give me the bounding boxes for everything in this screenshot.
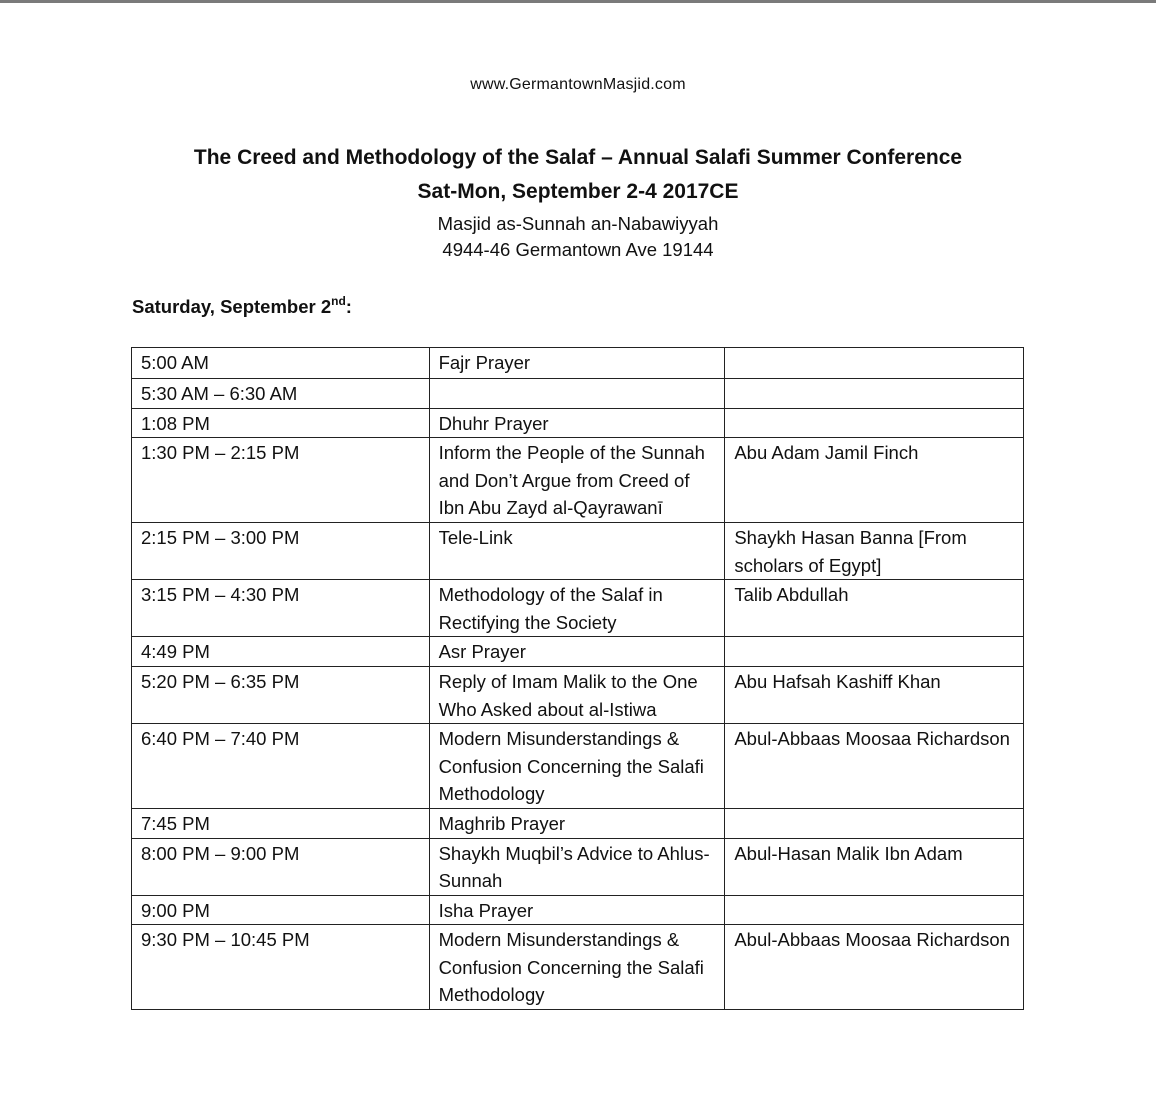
time-cell: 5:00 AM bbox=[132, 348, 430, 379]
speaker-cell: Abul-Abbaas Moosaa Richardson bbox=[725, 925, 1024, 1010]
day-heading bbox=[132, 294, 352, 318]
top-border bbox=[0, 0, 1156, 3]
speaker-cell: Abul-Abbaas Moosaa Richardson bbox=[725, 724, 1024, 809]
schedule-table bbox=[131, 347, 1024, 1010]
time-cell: 5:20 PM – 6:35 PM bbox=[132, 666, 430, 723]
time-cell: 6:40 PM – 7:40 PM bbox=[132, 724, 430, 809]
table-row bbox=[132, 724, 1024, 809]
venue-address: 4944-46 Germantown Ave 19144 bbox=[442, 239, 714, 260]
session-title-cell: Modern Misunderstandings & Confusion Concerning the Salafi Methodology bbox=[429, 724, 725, 809]
table-row bbox=[132, 666, 1024, 723]
time-cell: 9:00 PM bbox=[132, 895, 430, 925]
session-title-cell: Maghrib Prayer bbox=[429, 808, 725, 838]
speaker-cell: Abu Hafsah Kashiff Khan bbox=[725, 666, 1024, 723]
time-cell: 5:30 AM – 6:30 AM bbox=[132, 379, 430, 409]
time-cell: 3:15 PM – 4:30 PM bbox=[132, 580, 430, 637]
session-title-cell bbox=[429, 379, 725, 409]
speaker-cell: Talib Abdullah bbox=[725, 580, 1024, 637]
speaker-cell: Shaykh Hasan Banna [From scholars of Egypt] bbox=[725, 522, 1024, 579]
session-title-cell: Tele-Link bbox=[429, 522, 725, 579]
speaker-cell bbox=[725, 408, 1024, 438]
session-title-cell: Reply of Imam Malik to the One Who Asked about al-Istiwa bbox=[429, 666, 725, 723]
time-cell: 8:00 PM – 9:00 PM bbox=[132, 838, 430, 895]
time-cell: 9:30 PM – 10:45 PM bbox=[132, 925, 430, 1010]
table-row bbox=[132, 348, 1024, 379]
table-row bbox=[132, 522, 1024, 579]
session-title-cell: Modern Misunderstandings & Confusion Concerning the Salafi Methodology bbox=[429, 925, 725, 1010]
day-heading-suffix: nd bbox=[331, 294, 346, 308]
conference-dates: Sat-Mon, September 2-4 2017CE bbox=[417, 180, 739, 203]
session-title-cell: Isha Prayer bbox=[429, 895, 725, 925]
session-title-cell: Methodology of the Salaf in Rectifying the Society bbox=[429, 580, 725, 637]
session-title-cell: Shaykh Muqbil’s Advice to Ahlus-Sunnah bbox=[429, 838, 725, 895]
speaker-cell: Abu Adam Jamil Finch bbox=[725, 438, 1024, 523]
speaker-cell bbox=[725, 379, 1024, 409]
table-row bbox=[132, 895, 1024, 925]
day-heading-label: Saturday, September 2 bbox=[132, 296, 332, 317]
table-row bbox=[132, 580, 1024, 637]
website-url: www.GermantownMasjid.com bbox=[470, 76, 686, 93]
speaker-cell bbox=[725, 348, 1024, 379]
table-row bbox=[132, 808, 1024, 838]
conference-title: The Creed and Methodology of the Salaf – Annual Salafi Summer Conference bbox=[193, 146, 963, 169]
time-cell: 7:45 PM bbox=[132, 808, 430, 838]
table-row bbox=[132, 637, 1024, 667]
venue-name: Masjid as-Sunnah an-Nabawiyyah bbox=[437, 213, 719, 234]
speaker-cell: Abul-Hasan Malik Ibn Adam bbox=[725, 838, 1024, 895]
session-title-cell: Dhuhr Prayer bbox=[429, 408, 725, 438]
speaker-cell bbox=[725, 895, 1024, 925]
table-row bbox=[132, 838, 1024, 895]
speaker-cell bbox=[725, 808, 1024, 838]
speaker-cell bbox=[725, 637, 1024, 667]
table-row bbox=[132, 925, 1024, 1010]
session-title-cell: Inform the People of the Sunnah and Don’t Argue from Creed of Ibn Abu Zayd al-Qayrawanī bbox=[429, 438, 725, 523]
time-cell: 1:30 PM – 2:15 PM bbox=[132, 438, 430, 523]
table-row bbox=[132, 379, 1024, 409]
day-heading-colon: : bbox=[345, 296, 352, 317]
time-cell: 1:08 PM bbox=[132, 408, 430, 438]
table-row bbox=[132, 408, 1024, 438]
time-cell: 4:49 PM bbox=[132, 637, 430, 667]
session-title-cell: Fajr Prayer bbox=[429, 348, 725, 379]
time-cell: 2:15 PM – 3:00 PM bbox=[132, 522, 430, 579]
table-row bbox=[132, 438, 1024, 523]
session-title-cell: Asr Prayer bbox=[429, 637, 725, 667]
